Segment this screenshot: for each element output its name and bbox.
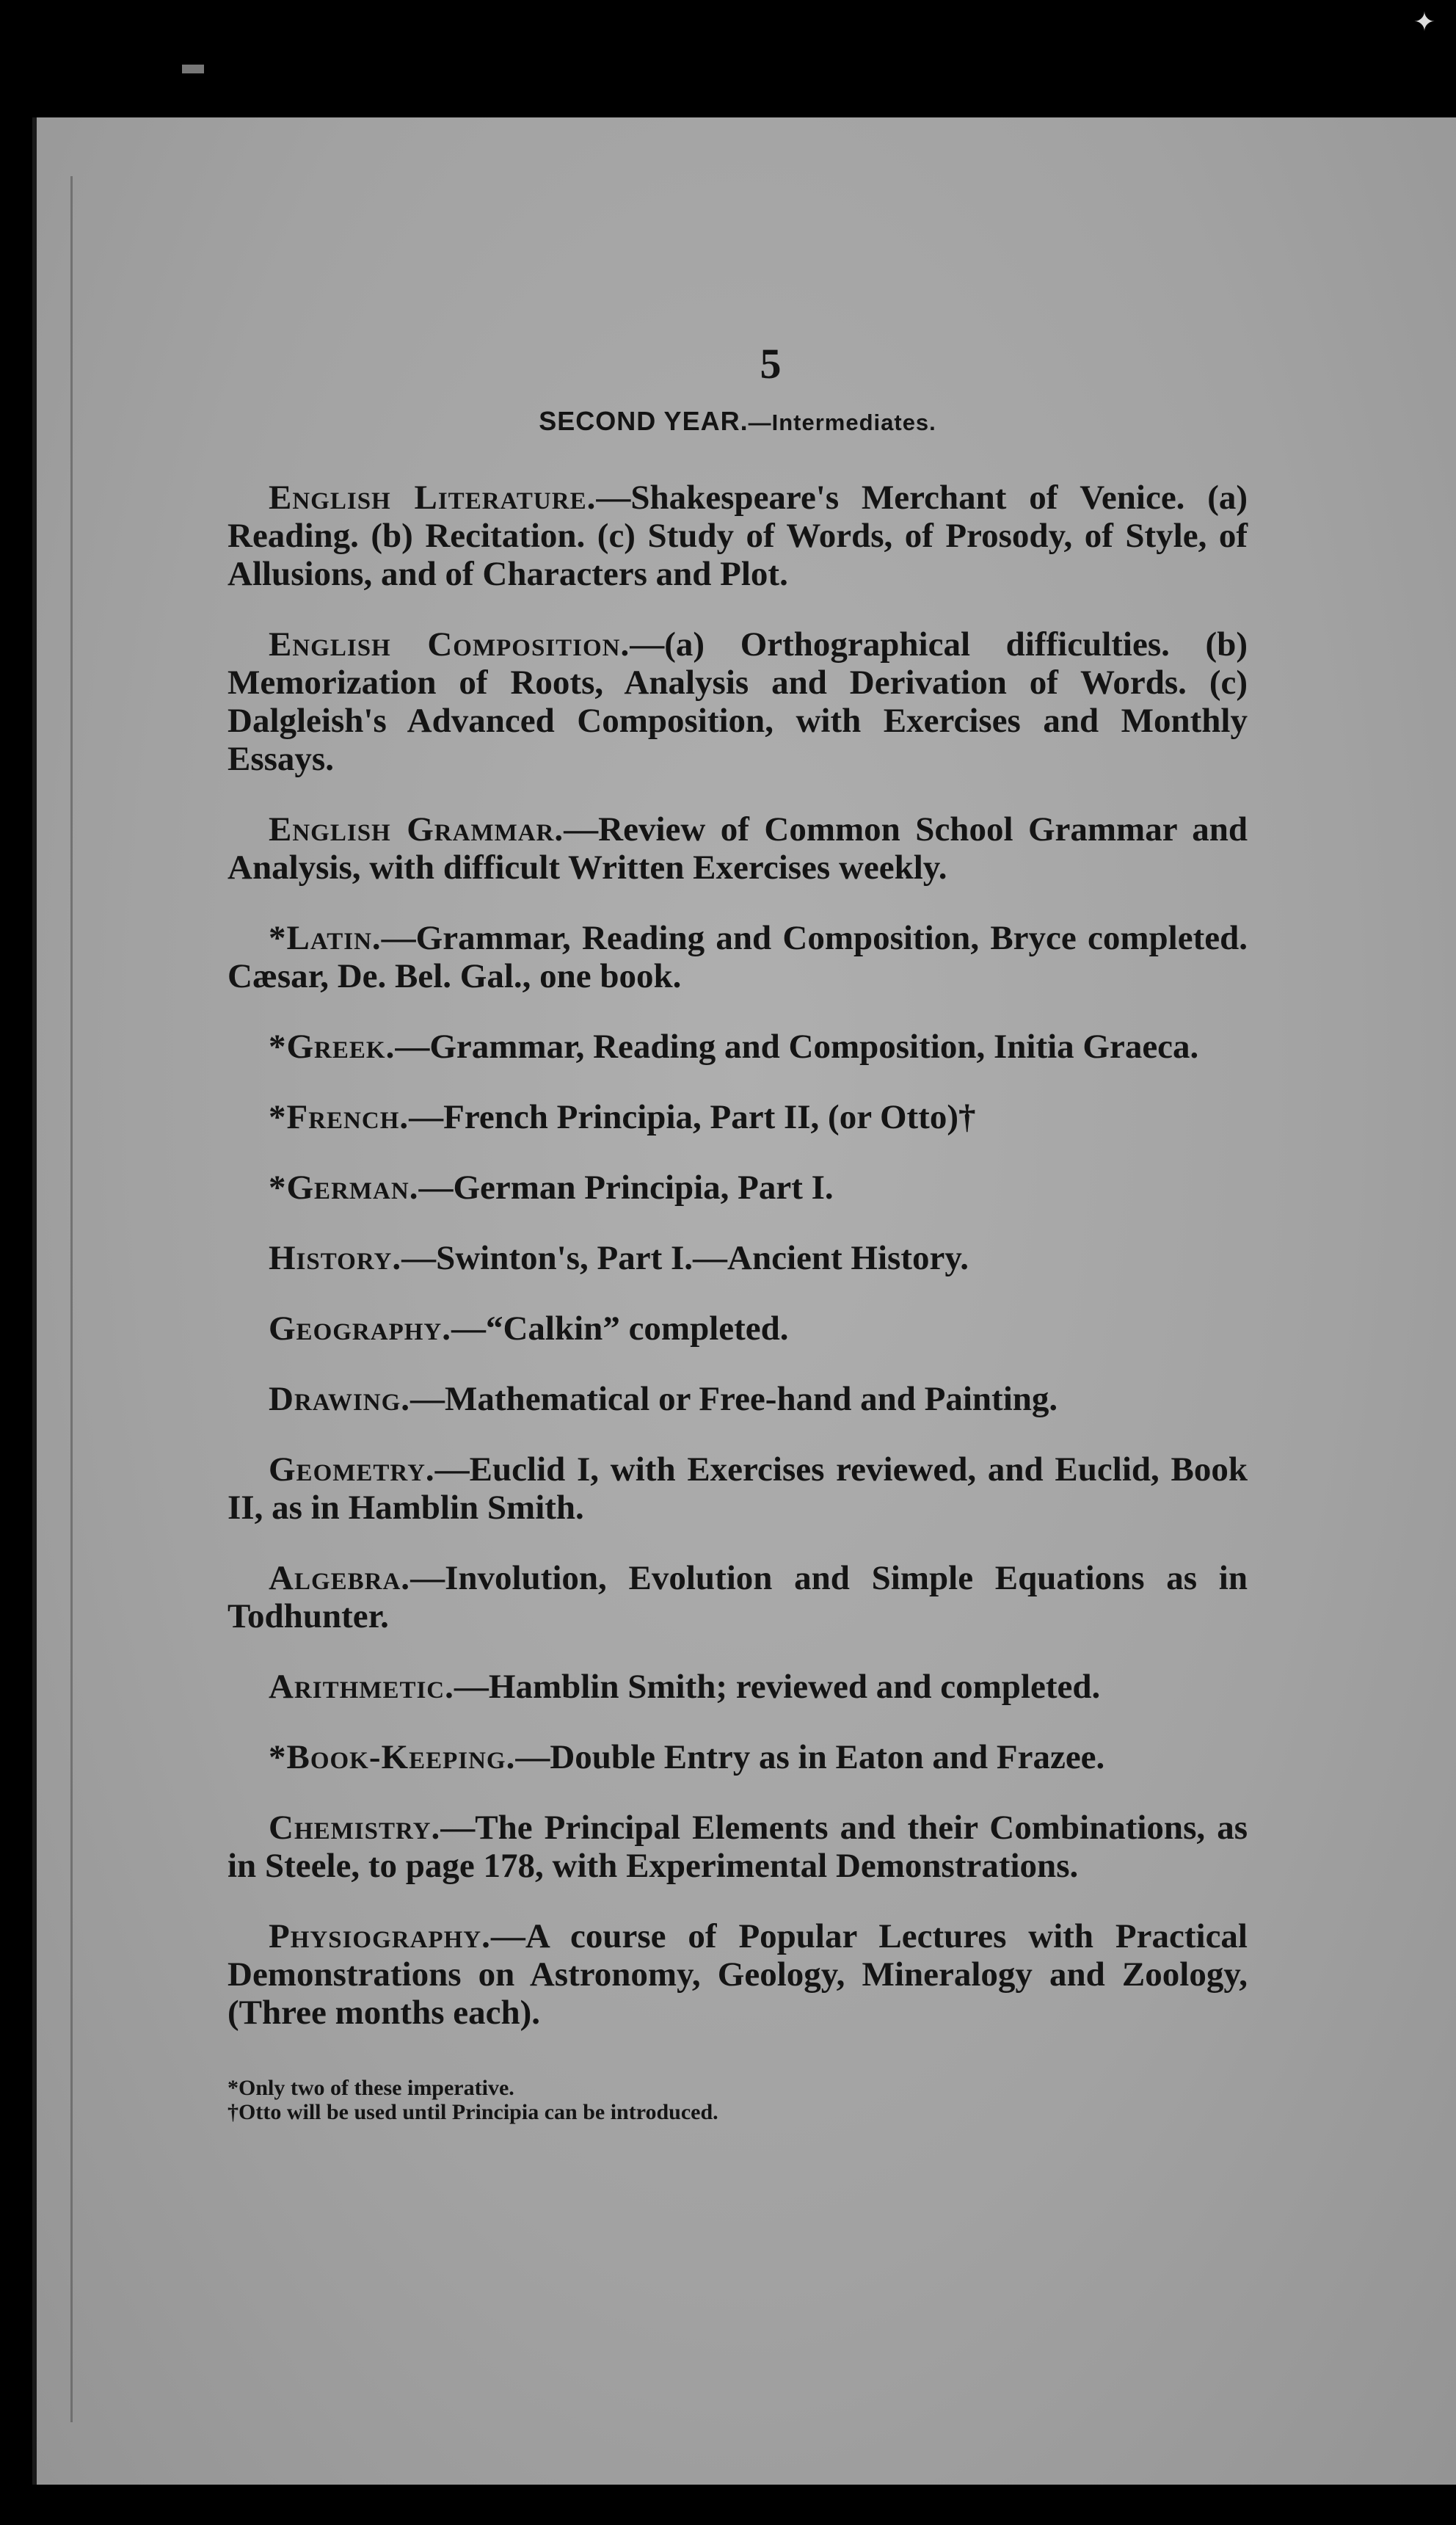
entry-term: English Grammar. (269, 810, 564, 849)
entry-term: Physiography. (269, 1917, 491, 1955)
entry-text: —Involution, Evolution and Simple Equations as in Todhunter. (228, 1559, 1248, 1635)
entry-text: —Swinton's, Part I.—Ancient History. (401, 1239, 969, 1277)
scan-smudge (182, 65, 204, 73)
entry-term: *Book-Keeping. (269, 1738, 516, 1776)
entry-english-composition (228, 625, 1248, 778)
entry-text: —Hamblin Smith; reviewed and completed. (454, 1668, 1101, 1706)
entry-physiography (228, 1917, 1248, 2032)
entry-term: History. (269, 1239, 402, 1277)
entry-drawing (228, 1380, 1248, 1418)
entry-book-keeping (228, 1738, 1248, 1776)
entry-term: *French. (269, 1098, 410, 1136)
entry-term: Geography. (269, 1309, 451, 1348)
footnote-asterisk: *Only two of these imperative. (228, 2076, 514, 2100)
entry-english-literature (228, 479, 1248, 593)
footnote-dagger: †Otto will be used until Principia can be introduced. (228, 2100, 718, 2124)
entry-history (228, 1239, 1248, 1277)
entry-term: *Latin. (269, 919, 382, 957)
entry-term: Drawing. (269, 1380, 411, 1418)
entry-text: —Mathematical or Free-hand and Painting. (410, 1380, 1058, 1418)
gutter-rule (70, 176, 73, 2422)
entry-algebra (228, 1559, 1248, 1635)
entry-chemistry (228, 1809, 1248, 1885)
course-entries (228, 479, 1248, 2032)
page-edge (32, 117, 37, 2485)
entry-text: —Euclid I, with Exercises reviewed, and Euclid, Book II, as in Hamblin Smith. (228, 1450, 1248, 1527)
entry-text: —Review of Common School Grammar and Analysis, with difficult Written Exercises weekly. (228, 810, 1248, 887)
entry-term: Algebra. (269, 1559, 411, 1597)
entry-term: Geometry. (269, 1450, 435, 1489)
section-title-main: SECOND YEAR. (539, 406, 749, 436)
entry-greek (228, 1028, 1248, 1066)
entry-text: —French Principia, Part II, (or Otto)† (409, 1098, 976, 1136)
entry-term: Arithmetic. (269, 1668, 454, 1706)
entry-term: Chemistry. (269, 1809, 441, 1847)
entry-geometry (228, 1450, 1248, 1527)
entry-text: —German Principia, Part I. (418, 1169, 834, 1207)
entry-text: —“Calkin” completed. (451, 1309, 789, 1348)
entry-term: *Greek. (269, 1028, 396, 1066)
document-content (228, 340, 1248, 2124)
section-title (228, 402, 1248, 442)
entry-german (228, 1169, 1248, 1207)
entry-english-grammar (228, 810, 1248, 887)
section-subtitle: —Intermediates. (748, 410, 936, 435)
entry-term: English Literature. (269, 479, 597, 517)
footnotes (228, 2076, 1248, 2124)
entry-arithmetic (228, 1668, 1248, 1706)
entry-text: —(a) Orthographical difficulties. (b) Memorization of Roots, Analysis and Derivation of Words. (c) Dalgleish's Advanced Composition, with Exercises and Monthly Essays. (228, 625, 1248, 778)
page-number: 5 (760, 340, 782, 388)
entry-french (228, 1098, 1248, 1136)
entry-text: —Grammar, Reading and Composition, Bryce completed. Cæsar, De. Bel. Gal., one book. (228, 919, 1248, 995)
entry-text: —The Principal Elements and their Combinations, as in Steele, to page 178, with Experimental Demonstrations. (228, 1809, 1248, 1885)
entry-geography (228, 1309, 1248, 1348)
entry-text: —Grammar, Reading and Composition, Initia Graeca. (395, 1028, 1199, 1066)
entry-text: —A course of Popular Lectures with Practical Demonstrations on Astronomy, Geology, Mineralogy and Zoology, (Three months each). (228, 1917, 1248, 2032)
entry-term: *German. (269, 1169, 419, 1207)
entry-term: English Composition. (269, 625, 630, 664)
entry-latin (228, 919, 1248, 995)
entry-text: —Shakespeare's Merchant of Venice. (a) Reading. (b) Recitation. (c) Study of Words, of Prosody, of Style, of Allusions, and of Characters and Plot. (228, 479, 1248, 593)
corner-mark-icon: ✦ (1413, 7, 1435, 37)
entry-text: —Double Entry as in Eaton and Frazee. (515, 1738, 1105, 1776)
